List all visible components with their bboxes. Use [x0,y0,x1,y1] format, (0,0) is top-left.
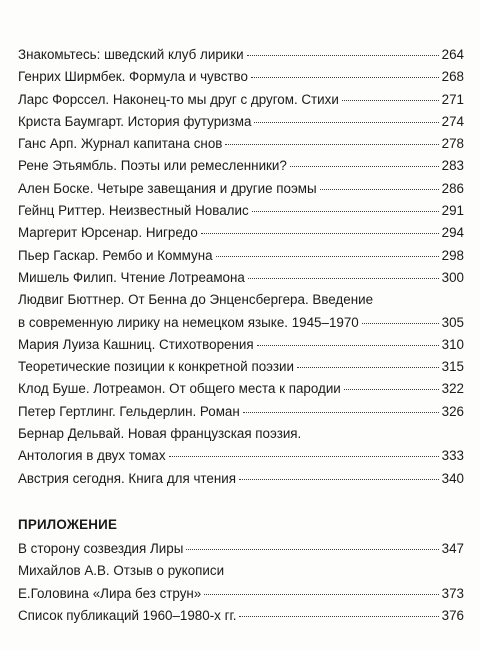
toc-entry-title: Генрих Ширмбек. Формула и чувство [18,69,248,85]
toc-entry-title: Маргерит Юрсенар. Нигредо [18,225,198,241]
appendix-heading: ПРИЛОЖЕНИЕ [18,516,118,532]
dot-leader [257,345,439,346]
toc-entry [18,222,464,244]
dot-leader [239,479,439,480]
toc-entry [18,289,464,334]
toc-entry-line [18,334,464,356]
dot-leader [320,189,439,190]
toc-entry [18,155,464,177]
dot-leader [297,367,439,368]
toc-entry-title: Гейнц Риттер. Неизвестный Новалис [18,203,249,219]
toc-entry-page-number: 373 [441,585,464,601]
dot-leader [239,616,438,617]
toc-entry-title: Пьер Гаскар. Рембо и Коммуна [18,247,213,263]
toc-entry [18,200,464,222]
toc-entry [18,334,464,356]
toc-entry [18,133,464,155]
toc-entry-title: Рене Этьямбль. Поэты или ремесленники? [18,158,287,174]
toc-entry-line [18,133,464,155]
dot-leader [344,389,439,390]
toc-entry-page-number: 340 [441,470,464,486]
toc-entry-page-number: 283 [441,158,464,174]
toc-entry-page-number: 347 [441,540,464,556]
dot-leader [252,211,439,212]
toc-entry-title: Антология в двух томах [18,448,166,464]
dot-leader [225,144,438,145]
toc-entry-page-number: 264 [441,47,464,62]
toc-entry-page-number: 300 [441,269,464,285]
toc-entry-title-line: Людвиг Бюттнер. От Бенна до Энценсбергера. Введение [18,292,374,308]
toc-entry-page-number: 294 [441,225,464,241]
dot-leader [342,100,439,101]
toc-entry [18,356,464,378]
toc-entry [18,560,464,605]
toc-entry [18,423,464,468]
appendix-list [18,538,464,627]
toc-entry-title: Знакомьтесь: шведский клуб лирики [18,47,244,62]
dot-leader [201,233,439,234]
dot-leader [243,412,439,413]
toc-entry-line [18,178,464,200]
toc-entry [18,538,464,560]
toc-entry-page-number: 271 [441,91,464,107]
toc-entry-page-number: 291 [441,203,464,219]
toc-entry-title: Мишель Филип. Чтение Лотреамона [18,269,245,285]
toc-entry [18,468,464,490]
toc-entry-line [18,44,464,66]
table-of-contents [18,44,464,627]
toc-entry-line [18,312,464,334]
toc-entry-title: Клод Буше. Лотреамон. От общего места к пародии [18,381,341,397]
toc-entry-page-number: 274 [441,113,464,129]
toc-entry-line [18,89,464,111]
toc-entry-line [18,605,464,627]
toc-entry-line [18,401,464,423]
toc-entry-title: Е.Головина «Лира без струн» [18,585,202,601]
toc-entry-page-number: 286 [441,180,464,196]
toc-entry-title: Ларс Форссел. Наконец-то мы друг с другом. Стихи [18,91,339,107]
toc-entry-line [18,111,464,133]
toc-entry-title-line: Михайлов А.В. Отзыв о рукописи [18,563,225,579]
toc-entry [18,89,464,111]
toc-entry-page-number: 305 [441,314,464,330]
toc-entry-title: в современную лирику на немецком языке. 1945–1970 [18,314,359,330]
toc-entry [18,605,464,627]
dot-leader [290,166,439,167]
toc-entry-page-number: 268 [441,69,464,85]
toc-entry [18,66,464,88]
toc-entry-title: Криста Баумгарт. История футуризма [18,113,252,129]
toc-entry-title: Список публикаций 1960–1980-х гг. [18,607,237,623]
dot-leader [186,549,438,550]
toc-entry-line [18,378,464,400]
toc-entry-title: Петер Гертлинг. Гельдерлин. Роман [18,403,240,419]
toc-entry [18,401,464,423]
dot-leader [216,256,439,257]
toc-entry-title: Теоретические позиции к конкретной поэзии [18,359,294,375]
dot-leader [254,122,438,123]
toc-entry-title: Мария Луиза Кашниц. Стихотворения [18,336,254,352]
toc-entry-page-number: 322 [441,381,464,397]
toc-entry-title-line: Бернар Дельвай. Новая французская поэзия. [18,426,302,442]
toc-entry [18,267,464,289]
toc-entry-page-number: 298 [441,247,464,263]
toc-entry [18,245,464,267]
toc-entry-page-number: 278 [441,136,464,152]
toc-entry [18,111,464,133]
dot-leader [362,323,439,324]
toc-entry-line [18,66,464,88]
toc-entry-page-number: 326 [441,403,464,419]
toc-entry-title: В сторону созвездия Лиры [18,540,184,556]
toc-entry-line [18,267,464,289]
toc-entry-line [18,538,464,560]
toc-entry-page-number: 376 [441,607,464,623]
toc-entry-page-number: 333 [441,448,464,464]
dot-leader [204,594,438,595]
dot-leader [248,278,439,279]
toc-entry [18,178,464,200]
toc-entry-line [18,445,464,467]
toc-entry [18,44,464,66]
toc-entry-line [18,468,464,490]
toc-list [18,44,464,490]
toc-entry-page-number: 310 [441,336,464,352]
toc-entry-page-number: 315 [441,359,464,375]
toc-entry-title: Ален Боске. Четыре завещания и другие поэмы [18,180,317,196]
toc-entry-line [18,200,464,222]
toc-entry-title: Ганс Арп. Журнал капитана снов [18,136,223,152]
toc-entry-line [18,356,464,378]
dot-leader [251,77,439,78]
toc-entry [18,378,464,400]
toc-entry-title: Австрия сегодня. Книга для чтения [18,470,236,486]
toc-entry-line [18,222,464,244]
toc-entry-line [18,245,464,267]
dot-leader [169,456,439,457]
toc-entry-line [18,155,464,177]
toc-entry-line [18,583,464,605]
dot-leader [247,55,439,56]
